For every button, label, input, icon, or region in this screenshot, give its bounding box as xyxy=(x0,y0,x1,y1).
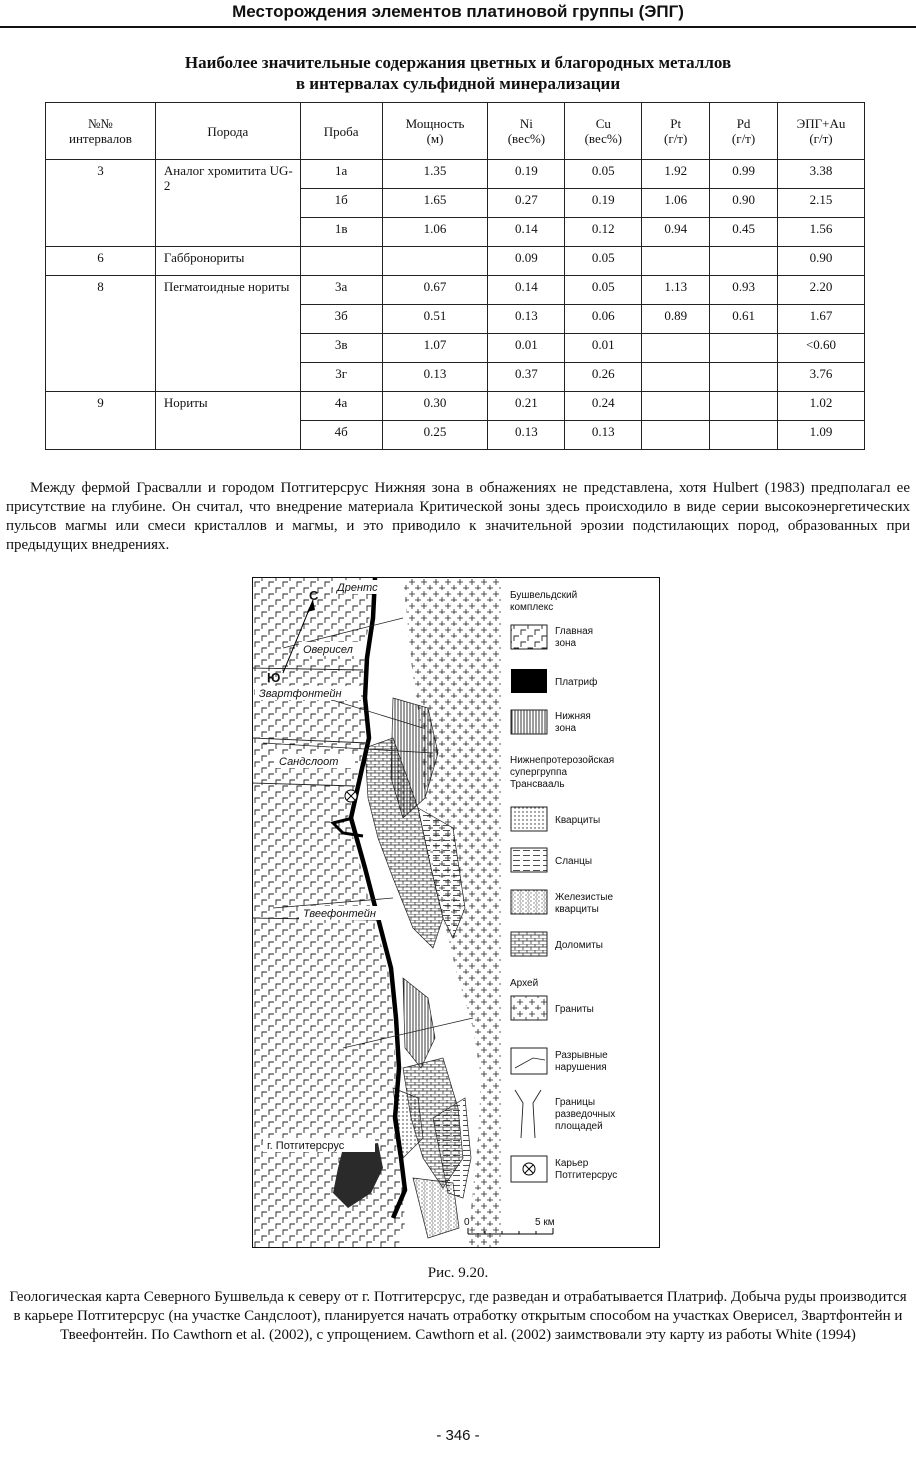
column-header: Cu (вес%) xyxy=(565,103,642,160)
column-header: Pt (г/т) xyxy=(642,103,710,160)
cell-ni: 0.27 xyxy=(488,189,565,218)
legend-transvaal-l3: Трансвааль xyxy=(510,779,565,790)
south-label: Ю xyxy=(267,670,281,685)
legend-faults-l2: нарушения xyxy=(555,1062,607,1073)
legend-transvaal-l1: Нижнепротерозойская xyxy=(510,755,615,766)
cell-pgm: 2.20 xyxy=(778,276,865,305)
lower-zone-area-2 xyxy=(403,978,435,1068)
cell-thickness: 0.25 xyxy=(382,421,488,450)
cell-thickness: 0.51 xyxy=(382,305,488,334)
cell-pgm: 1.56 xyxy=(778,218,865,247)
cell-pd xyxy=(710,334,778,363)
cell-thickness: 0.30 xyxy=(382,392,488,421)
cell-sample: 1в xyxy=(300,218,382,247)
legend-pit-l2: Потгитерсрус xyxy=(555,1170,618,1181)
column-header: Порода xyxy=(155,103,300,160)
table-header-row xyxy=(46,103,865,160)
legend-swatch-lower xyxy=(511,710,547,734)
cell-ni: 0.09 xyxy=(488,247,565,276)
cell-pgm: 3.38 xyxy=(778,160,865,189)
table-title-line1: Наиболее значительные содержания цветных и благородных металлов xyxy=(184,53,732,72)
cell-pd: 0.99 xyxy=(710,160,778,189)
cell-pt xyxy=(642,392,710,421)
legend-swatch-dolomite xyxy=(511,932,547,956)
legend-bounds-l2: разведочных xyxy=(555,1109,616,1120)
cell-pd: 0.93 xyxy=(710,276,778,305)
cell-pt xyxy=(642,421,710,450)
legend-swatch-quartzite xyxy=(511,807,547,831)
cell-cu: 0.05 xyxy=(565,247,642,276)
legend-main-l2: зона xyxy=(555,638,577,649)
legend-granites: Граниты xyxy=(555,1004,594,1015)
table-row xyxy=(46,160,865,189)
cell-sample: 3б xyxy=(300,305,382,334)
cell-cu: 0.26 xyxy=(565,363,642,392)
column-header: Pd (г/т) xyxy=(710,103,778,160)
place-drents: Дрентс xyxy=(337,582,378,594)
legend-pit-l1: Карьер xyxy=(555,1158,589,1169)
cell-pgm: 1.02 xyxy=(778,392,865,421)
legend-swatch-iron xyxy=(511,890,547,914)
legend-iron-l2: кварциты xyxy=(555,904,599,915)
cell-sample: 4б xyxy=(300,421,382,450)
rock-type: Аналог хромитита UG-2 xyxy=(155,160,300,247)
place-tweefontein: Твеефонтейн xyxy=(303,908,376,920)
table-title xyxy=(0,52,916,94)
table-title-line2: в интервалах сульфидной минерализации xyxy=(295,74,621,93)
legend-transvaal-l2: супергруппа xyxy=(510,767,568,778)
cell-pgm: <0.60 xyxy=(778,334,865,363)
cell-cu: 0.13 xyxy=(565,421,642,450)
legend-swatch-fault xyxy=(511,1048,547,1074)
cell-pd xyxy=(710,421,778,450)
legend-bushveld-l2: комплекс xyxy=(510,602,554,613)
cell-pt: 0.94 xyxy=(642,218,710,247)
cell-ni: 0.13 xyxy=(488,421,565,450)
table-body xyxy=(46,160,865,450)
legend-quartzites: Кварциты xyxy=(555,815,601,826)
place-sandsloot: Сандслоот xyxy=(279,756,339,768)
figure-number: Рис. 9.20. xyxy=(427,1265,489,1281)
rock-type: Пегматоидные нориты xyxy=(155,276,300,392)
cell-sample: 3а xyxy=(300,276,382,305)
cell-pd xyxy=(710,392,778,421)
cell-pd: 0.90 xyxy=(710,189,778,218)
column-header: Ni (вес%) xyxy=(488,103,565,160)
page-number: - 346 - xyxy=(436,1427,480,1444)
cell-pt: 1.92 xyxy=(642,160,710,189)
cell-pd: 0.61 xyxy=(710,305,778,334)
legend-bounds-l1: Границы xyxy=(555,1097,595,1108)
cell-pt xyxy=(642,334,710,363)
cell-pt xyxy=(642,247,710,276)
place-zwartfontein: Звартфонтейн xyxy=(259,688,342,700)
pit-icon xyxy=(345,790,357,802)
cell-ni: 0.14 xyxy=(488,276,565,305)
legend-platreef: Платриф xyxy=(555,677,598,688)
table-row xyxy=(46,247,865,276)
cell-thickness: 1.35 xyxy=(382,160,488,189)
cell-thickness: 1.07 xyxy=(382,334,488,363)
column-header: Проба xyxy=(300,103,382,160)
legend-swatch-platreef xyxy=(511,669,547,693)
cell-pgm: 1.67 xyxy=(778,305,865,334)
cell-sample: 1а xyxy=(300,160,382,189)
iron-quartzite-area xyxy=(413,1178,459,1238)
column-header: ЭПГ+Au (г/т) xyxy=(778,103,865,160)
cell-ni: 0.01 xyxy=(488,334,565,363)
cell-pt: 1.13 xyxy=(642,276,710,305)
legend-lower-l1: Нижняя xyxy=(555,711,591,722)
cell-pd: 0.45 xyxy=(710,218,778,247)
cell-pgm: 2.15 xyxy=(778,189,865,218)
cell-pgm: 1.09 xyxy=(778,421,865,450)
interval-number: 8 xyxy=(46,276,156,392)
table-row xyxy=(46,276,865,305)
legend-archean: Архей xyxy=(510,978,539,989)
cell-pt: 1.06 xyxy=(642,189,710,218)
geological-map xyxy=(252,577,660,1248)
cell-cu: 0.05 xyxy=(565,276,642,305)
cell-sample xyxy=(300,247,382,276)
cell-cu: 0.24 xyxy=(565,392,642,421)
body-paragraph: Между фермой Грасвалли и городом Потгитерсрус Нижняя зона в обнажениях не представлена, хотя Hulbert (1983) предполагал ее присутствие на глубине. Он считал, что внедрение материала Критической зоны здесь происходило в виде серии высокоэнергетических пульсов магмы или смеси кристаллов и магмы, и это приводило к значительной эрозии подстилающих пород, образованных при предыдущих внедрениях. xyxy=(6,480,910,553)
column-header: №№ интервалов xyxy=(46,103,156,160)
legend-bounds-l3: площадей xyxy=(555,1121,603,1132)
rock-type: Габбронориты xyxy=(155,247,300,276)
map-legend xyxy=(510,590,617,1182)
legend-swatch-granite xyxy=(511,996,547,1020)
table-row xyxy=(46,392,865,421)
place-town: г. Потгитерсрус xyxy=(267,1140,345,1152)
cell-pgm: 0.90 xyxy=(778,247,865,276)
rock-type: Нориты xyxy=(155,392,300,450)
cell-sample: 4а xyxy=(300,392,382,421)
north-label: С xyxy=(309,588,319,603)
legend-iron-l1: Железистые xyxy=(555,892,614,903)
legend-bushveld-l1: Бушвельдский xyxy=(510,590,578,601)
cell-sample: 3в xyxy=(300,334,382,363)
legend-swatch-shale xyxy=(511,848,547,872)
cell-thickness: 0.13 xyxy=(382,363,488,392)
cell-thickness: 1.65 xyxy=(382,189,488,218)
cell-thickness: 1.06 xyxy=(382,218,488,247)
cell-cu: 0.01 xyxy=(565,334,642,363)
cell-thickness xyxy=(382,247,488,276)
legend-faults-l1: Разрывные xyxy=(555,1050,608,1061)
figure-caption: Геологическая карта Северного Бушвельда к северу от г. Потгитерсрус, где разведан и отрабатывается Платриф. Добыча руды производится в карьере Потгитерсрус (на участке Сандслоот), планируется начать отработку открытым способом на участках Оверисел, Звартфонтейн и Твеефонтейн. По Cawthorn et al. (2002), с упрощением. Cawthorn et al. (2002) заимствовали эту карту из работы White (1994) xyxy=(9,1289,907,1343)
running-header-title: Месторождения элементов платиновой группы (ЭПГ) xyxy=(232,2,684,21)
interval-number: 9 xyxy=(46,392,156,450)
scale-zero: 0 xyxy=(464,1217,470,1228)
legend-swatch-boundary xyxy=(515,1090,541,1138)
cell-pd xyxy=(710,247,778,276)
interval-number: 3 xyxy=(46,160,156,247)
cell-sample: 3г xyxy=(300,363,382,392)
cell-sample: 1б xyxy=(300,189,382,218)
cell-cu: 0.19 xyxy=(565,189,642,218)
cell-ni: 0.21 xyxy=(488,392,565,421)
legend-swatch-main xyxy=(511,625,547,649)
legend-lower-l2: зона xyxy=(555,723,577,734)
legend-dolomites: Доломиты xyxy=(555,940,603,951)
cell-cu: 0.12 xyxy=(565,218,642,247)
legend-shales: Сланцы xyxy=(555,856,593,867)
running-header xyxy=(0,0,916,28)
cell-thickness: 0.67 xyxy=(382,276,488,305)
cell-ni: 0.13 xyxy=(488,305,565,334)
cell-pgm: 3.76 xyxy=(778,363,865,392)
legend-main-l1: Главная xyxy=(555,626,594,637)
scale-five: 5 км xyxy=(535,1217,555,1228)
interval-number: 6 xyxy=(46,247,156,276)
cell-ni: 0.19 xyxy=(488,160,565,189)
cell-cu: 0.05 xyxy=(565,160,642,189)
cell-pt xyxy=(642,363,710,392)
cell-cu: 0.06 xyxy=(565,305,642,334)
metal-content-table xyxy=(45,102,865,450)
cell-ni: 0.37 xyxy=(488,363,565,392)
cell-pt: 0.89 xyxy=(642,305,710,334)
column-header: Мощность (м) xyxy=(382,103,488,160)
cell-pd xyxy=(710,363,778,392)
place-overisel: Оверисел xyxy=(303,644,353,656)
cell-ni: 0.14 xyxy=(488,218,565,247)
